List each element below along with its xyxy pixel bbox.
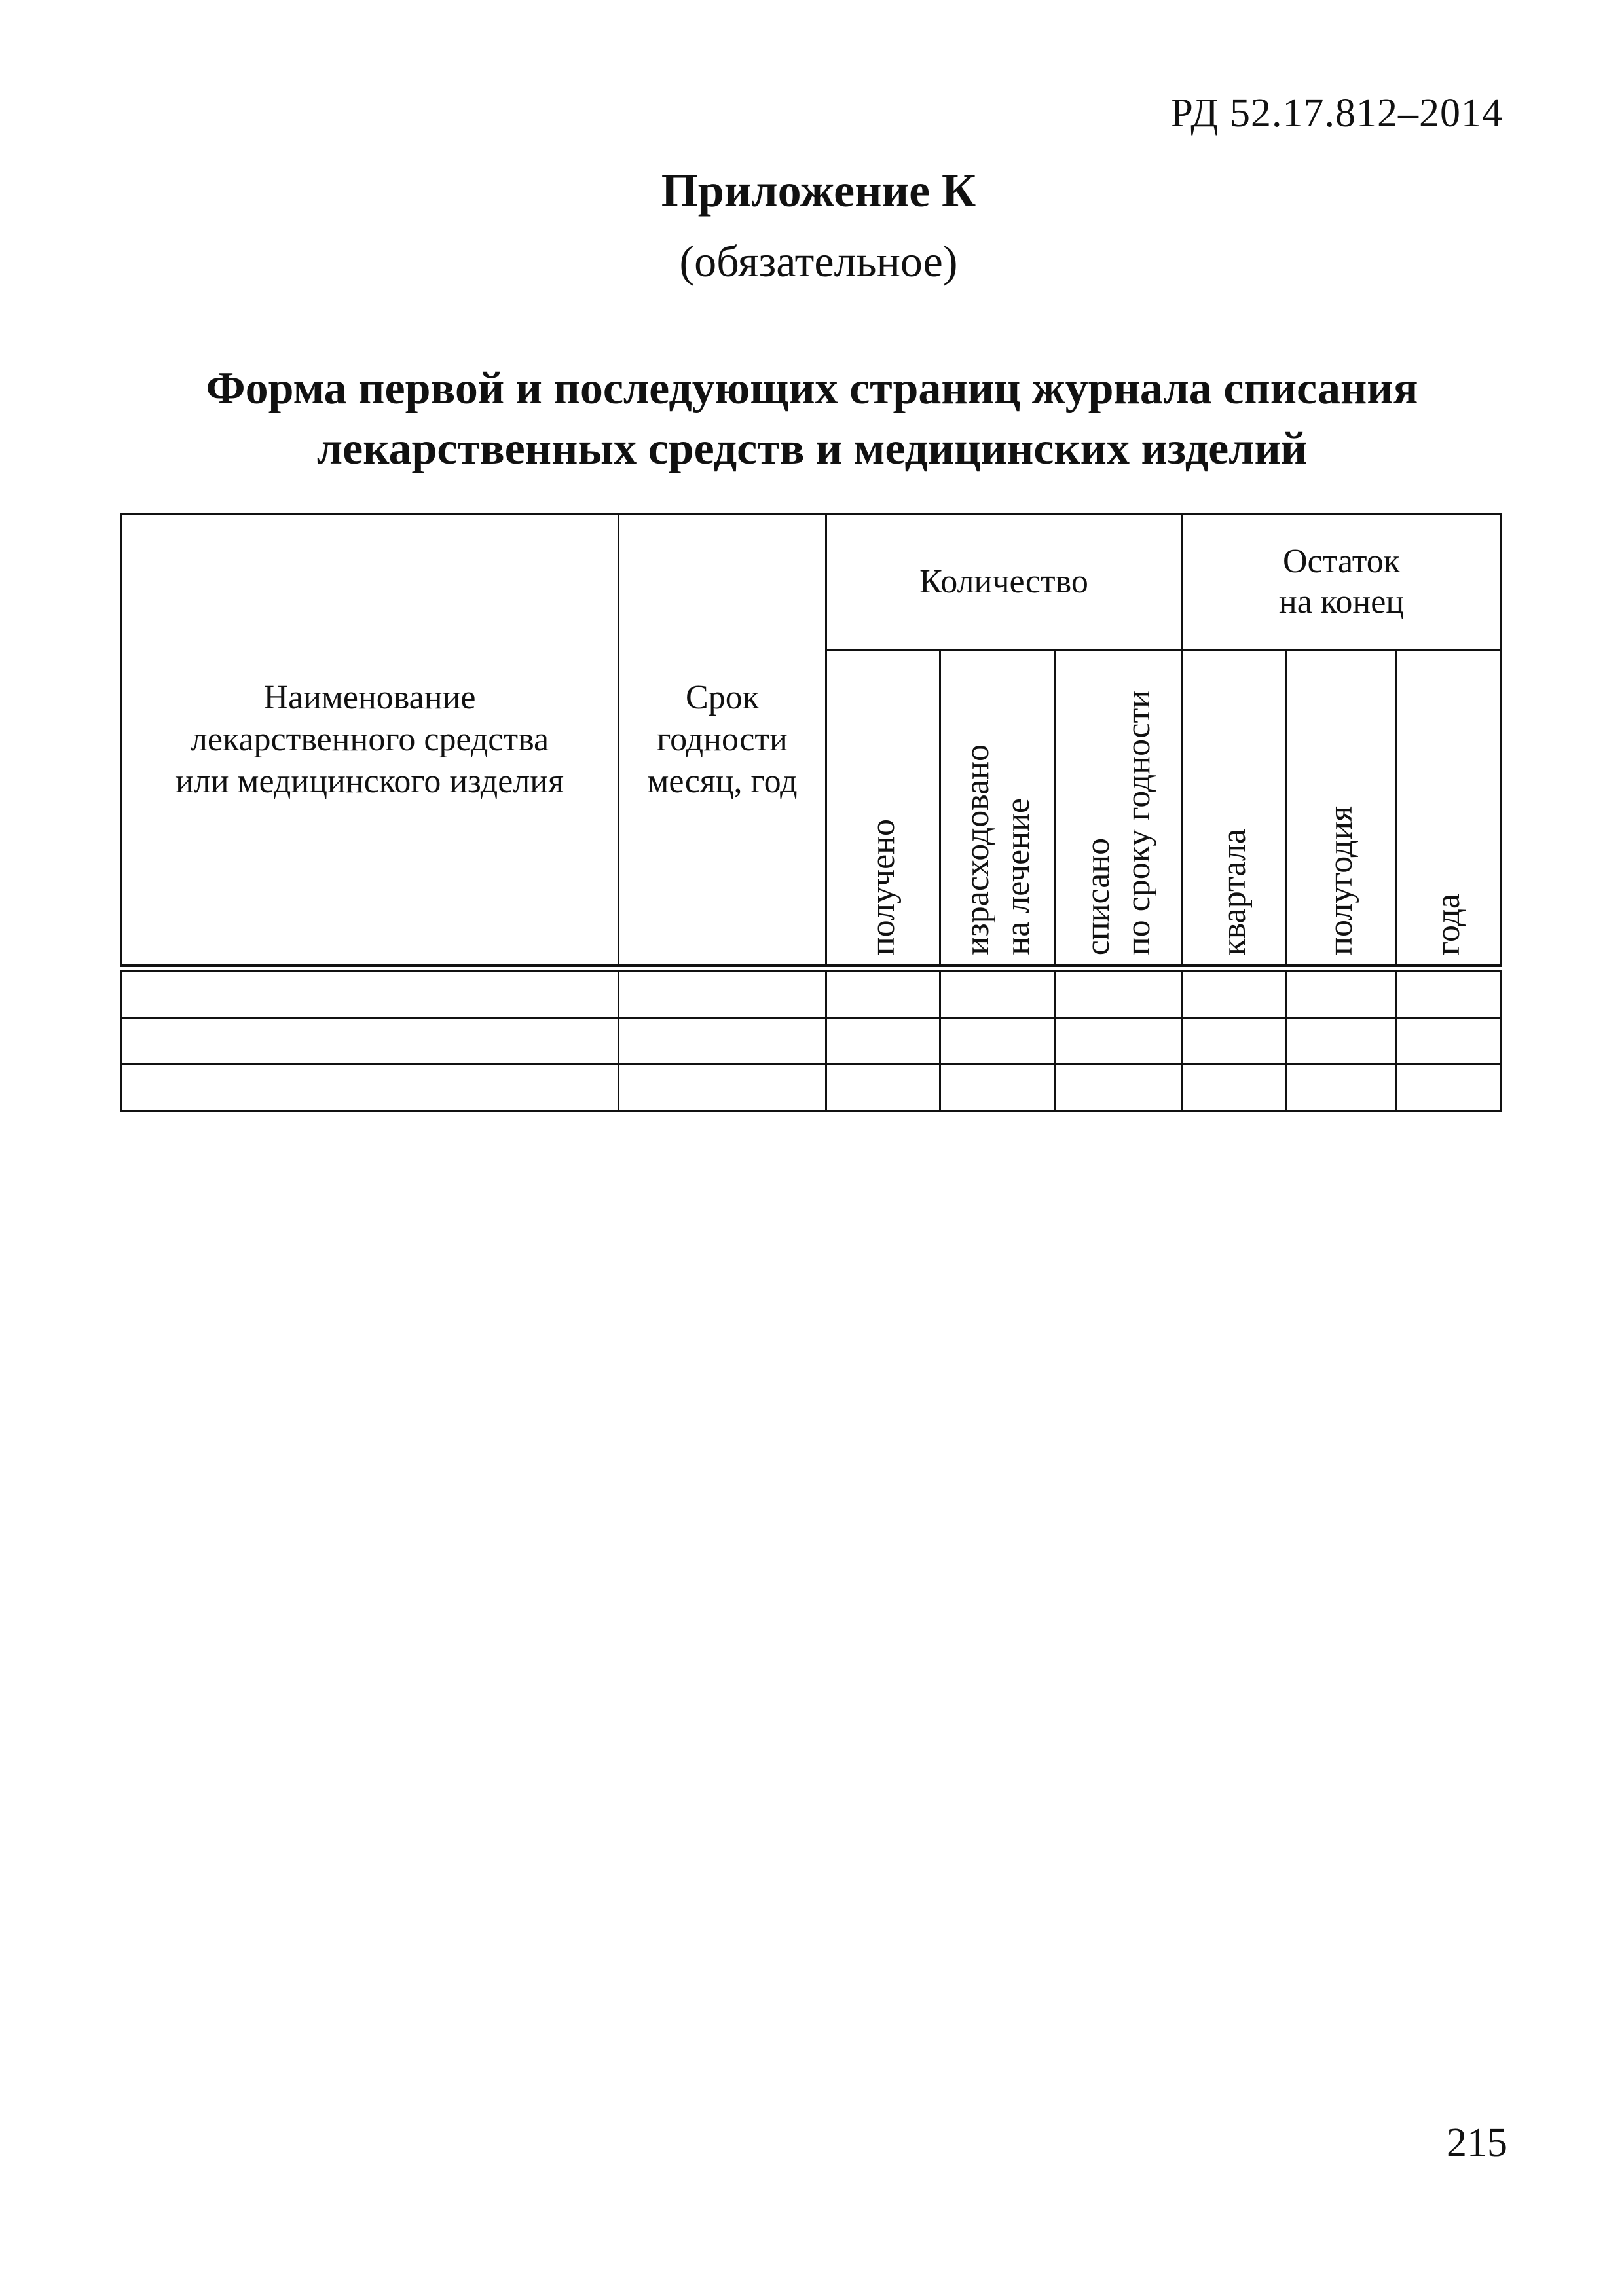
table-cell: [619, 1018, 826, 1065]
table-row: [121, 968, 1502, 1018]
group-header-balance-line: Остаток: [1283, 543, 1401, 580]
column-header-name-line: Наименование: [263, 678, 476, 716]
vertical-label-line: полугодия: [1322, 806, 1359, 955]
column-header-expiry-line: Срок: [686, 678, 759, 716]
form-title-line-1: Форма первой и последующих страниц журнала списания: [206, 363, 1418, 414]
table-row: [121, 1018, 1502, 1065]
table-cell: [1396, 1065, 1502, 1111]
table-cell: [826, 968, 940, 1018]
vertical-label-line: квартала: [1215, 828, 1253, 955]
table-row: [121, 1065, 1502, 1111]
appendix-title: Приложение К: [661, 164, 976, 217]
group-header-balance-line: на конец: [1278, 583, 1405, 621]
table-cell: [121, 1065, 619, 1111]
column-header-name-line: или медицинского изделия: [175, 762, 564, 800]
table-cell: [1287, 1018, 1396, 1065]
document-code: РД 52.17.812–2014: [1170, 91, 1503, 136]
vertical-label: [1214, 829, 1255, 955]
group-header-quantity-label: Количество: [919, 563, 1088, 600]
table-cell: [1287, 1065, 1396, 1111]
column-header-name-line: лекарственного средства: [190, 720, 549, 758]
column-header-quarter: [1182, 651, 1287, 969]
table-cell: [619, 1065, 826, 1111]
vertical-label-line: года: [1430, 893, 1467, 955]
column-header-written-off-expired: [1056, 651, 1182, 969]
vertical-label: [1428, 894, 1469, 955]
group-header-quantity: [826, 514, 1182, 651]
column-header-received: [826, 651, 940, 969]
table-cell: [619, 968, 826, 1018]
page-number: 215: [1447, 2121, 1507, 2165]
table-cell: [1056, 1018, 1182, 1065]
table-cell: [826, 1018, 940, 1065]
vertical-label-line: израсходовано: [958, 744, 996, 955]
table-cell: [1182, 1065, 1287, 1111]
vertical-label-line: на лечение: [999, 798, 1037, 955]
table-cell: [1396, 968, 1502, 1018]
table-cell: [826, 1065, 940, 1111]
table-cell: [1182, 1018, 1287, 1065]
vertical-label-line: списано: [1079, 837, 1116, 955]
column-header-expiry-line: месяц, год: [647, 762, 798, 800]
column-header-name: [121, 514, 619, 969]
column-header-used-for-treatment: [940, 651, 1056, 969]
table-cell: [121, 1018, 619, 1065]
table-cell: [940, 1018, 1056, 1065]
column-header-year: [1396, 651, 1502, 969]
vertical-label: [1321, 806, 1361, 955]
vertical-label: [1078, 690, 1159, 955]
vertical-label: [863, 819, 904, 955]
vertical-label: [957, 744, 1039, 955]
table-cell: [1056, 1065, 1182, 1111]
table-cell: [1396, 1018, 1502, 1065]
vertical-label-line: получено: [864, 818, 902, 955]
form-title-line-2: лекарственных средств и медицинских изделий: [316, 424, 1308, 474]
table-cell: [1287, 968, 1396, 1018]
vertical-label-line: по сроку годности: [1120, 689, 1157, 955]
table-cell: [121, 968, 619, 1018]
table-cell: [1182, 968, 1287, 1018]
group-header-balance: [1182, 514, 1502, 651]
table-cell: [1056, 968, 1182, 1018]
column-header-expiry: [619, 514, 826, 969]
table-cell: [940, 968, 1056, 1018]
form-title: [0, 359, 1624, 479]
column-header-half-year: [1287, 651, 1396, 969]
column-header-expiry-line: годности: [657, 720, 788, 758]
write-off-journal-table: [120, 513, 1502, 1112]
table-cell: [940, 1065, 1056, 1111]
appendix-subtitle: (обязательное): [679, 236, 958, 286]
